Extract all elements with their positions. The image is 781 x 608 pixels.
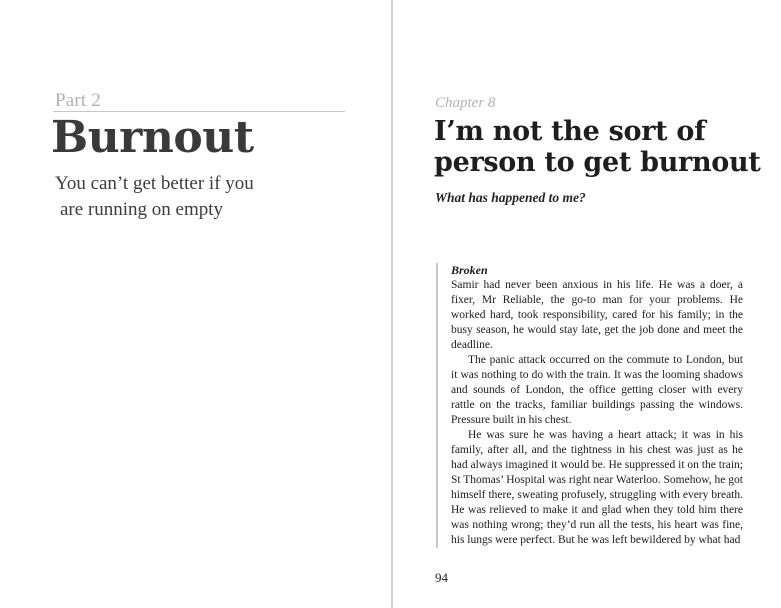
page-number: 94 [435, 570, 448, 585]
story-paragraph: The panic attack occurred on the commute to London, but it was nothing to do with the train. It was the looming shadows and sounds of London, the office getting closer with every rattle on the tracks, familiar buildings passing the windows. Pressure built in his chest. [451, 354, 743, 426]
chapter-title-line1: I’m not the sort of [434, 116, 706, 147]
part-subtitle-line1: You can’t get better if you [55, 173, 254, 194]
part-subtitle-line2: are running on empty [60, 199, 224, 220]
chapter-label: Chapter 8 [435, 95, 496, 111]
story-paragraph: Samir had never been anxious in his life. He was a doer, a fixer, Mr Reliable, the go-to man for your problems. He worked hard, took responsibility, cared for his family; in the busy season, he would stay late, get the job done and meet the deadline. [451, 279, 743, 351]
chapter-title-line2: person to get burnout [434, 147, 761, 178]
right-page [393, 0, 781, 608]
part-label: Part 2 [55, 90, 102, 111]
chapter-subtitle: What has happened to me? [435, 190, 586, 205]
story-excerpt-block [436, 263, 743, 548]
chapter-title [434, 116, 761, 178]
story-paragraph: He was sure he was having a heart attack; it was in his family, after all, and the tightness in his chest was just as he had always imagined it would be. He suppressed it on the train; St Thomas’ Hospital was right near Waterloo. Somehow, he got himself there, sweating profusely, struggling with every breath. He was relieved to make it and glad when they told him there was nothing wrong; they’d run all the tests, his heart was fine, his lungs were perfect. But he was left bewildered by what had [451, 429, 743, 546]
part-subtitle [55, 171, 254, 223]
story-heading: Broken [451, 263, 488, 277]
part-title: Burnout [51, 112, 254, 163]
